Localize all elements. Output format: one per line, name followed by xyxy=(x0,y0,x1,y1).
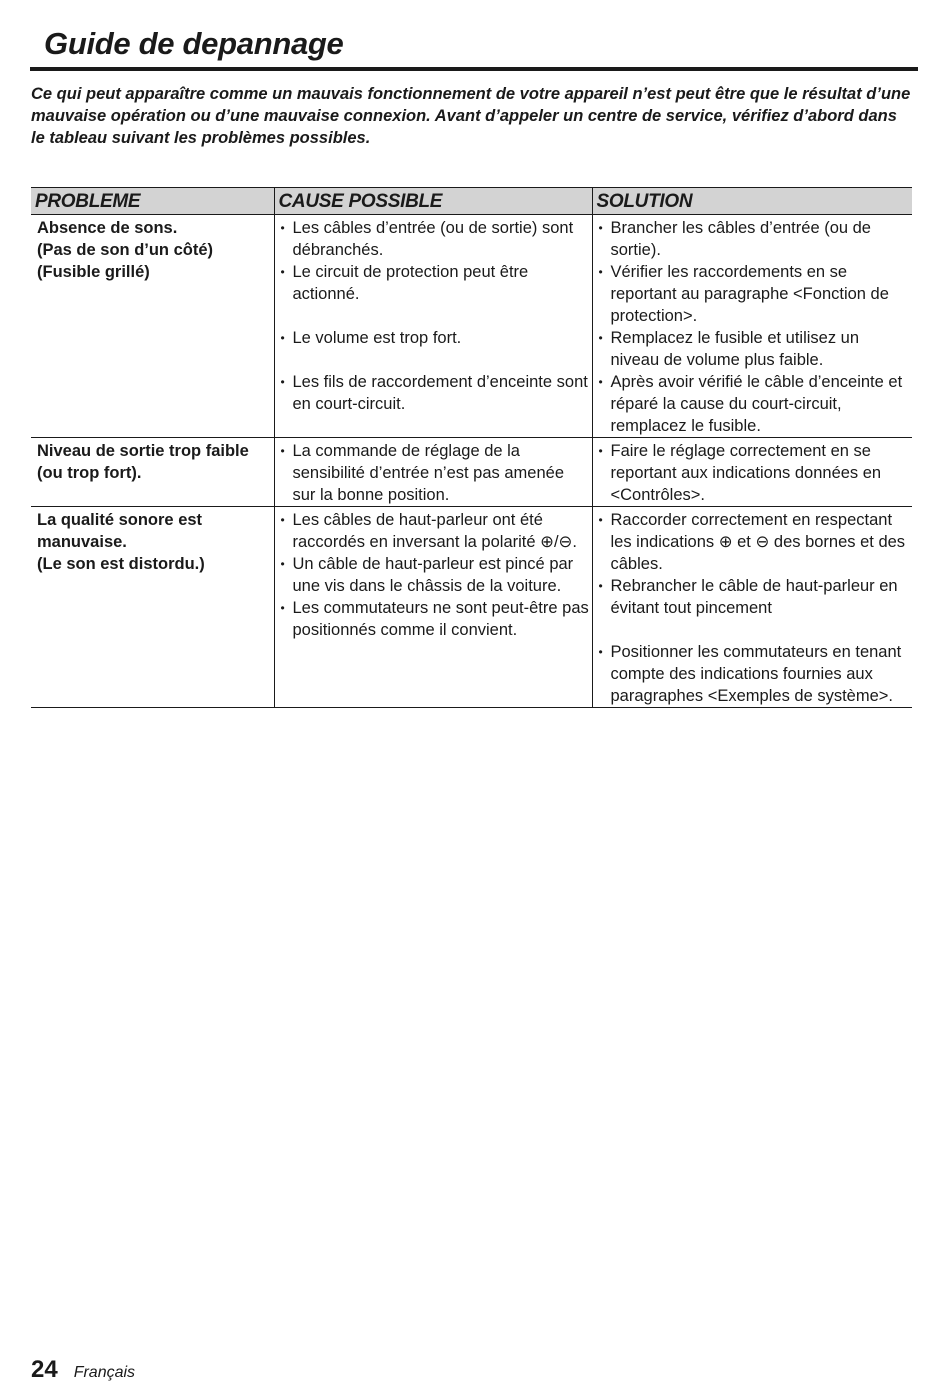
problem-text: (Fusible grillé) xyxy=(37,263,150,281)
page-title: Guide de depannage xyxy=(44,26,344,61)
solution-item: • Positionner les commutateurs en tenant compte des indications fournies aux paragraphes <Exemples de système>. xyxy=(599,641,911,707)
problem-text: (Le son est distordu.) xyxy=(37,555,205,573)
problem-text: (Pas de son d’un côté) xyxy=(37,241,214,259)
header-cause-possible: CAUSE POSSIBLE xyxy=(274,188,592,215)
table-row xyxy=(31,507,912,708)
solution-cell xyxy=(592,438,912,507)
cause-item: • La commande de réglage de la sensibilité d’entrée n’est pas amenée sur la bonne position. xyxy=(281,440,590,506)
solution-item: • Brancher les câbles d’entrée (ou de sortie). xyxy=(599,217,911,261)
cause-cell xyxy=(274,507,592,708)
title-underline xyxy=(30,67,918,71)
table-row xyxy=(31,438,912,507)
cause-item: • Le volume est trop fort. xyxy=(281,327,590,371)
problem-cell xyxy=(31,438,274,507)
problem-text: La qualité sonore est manuvaise. xyxy=(37,511,203,551)
cause-item: • Le circuit de protection peut être actionné. xyxy=(281,261,590,327)
cause-cell xyxy=(274,215,592,438)
language-label: Français xyxy=(73,1364,136,1381)
problem-text: Absence de sons. xyxy=(37,219,178,237)
cause-item: • Les câbles d’entrée (ou de sortie) sont débranchés. xyxy=(281,217,590,261)
solution-item: • Remplacez le fusible et utilisez un niveau de volume plus faible. xyxy=(599,327,911,371)
header-probleme: PROBLEME xyxy=(31,188,274,215)
table-row xyxy=(31,215,912,438)
solution-item: • Rebrancher le câble de haut-parleur en évitant tout pincement xyxy=(599,575,911,641)
header-solution: SOLUTION xyxy=(592,188,912,215)
solution-item: • Après avoir vérifié le câble d’enceinte et réparé la cause du court-circuit, remplacez le fusible. xyxy=(599,371,911,437)
table-header-row xyxy=(31,188,912,215)
cause-cell xyxy=(274,438,592,507)
solution-item: • Faire le réglage correctement en se reportant aux indications données en <Contrôles>. xyxy=(599,440,911,506)
problem-text: Niveau de sortie trop faible (ou trop fort). xyxy=(37,442,249,482)
cause-item: • Les commutateurs ne sont peut-être pas positionnés comme il convient. xyxy=(281,597,590,641)
problem-cell xyxy=(31,507,274,708)
page-number: 24 xyxy=(31,1356,58,1383)
cause-item: • Un câble de haut-parleur est pincé par une vis dans le châssis de la voiture. xyxy=(281,553,590,597)
solution-cell xyxy=(592,507,912,708)
cause-item: • Les câbles de haut-parleur ont été raccordés en inversant la polarité ⊕/⊖. xyxy=(281,509,590,553)
solution-item: • Raccorder correctement en respectant les indications ⊕ et ⊖ des bornes et des câbles. xyxy=(599,509,911,575)
cause-item: • Les fils de raccordement d’enceinte sont en court-circuit. xyxy=(281,371,590,415)
troubleshooting-table xyxy=(31,187,912,708)
intro-paragraph: Ce qui peut apparaître comme un mauvais fonctionnement de votre appareil n’est peut être que le résultat d’une mauvaise opération ou d’une mauvaise connexion. Avant d’appeler un centre de service, vérifiez d’abord dans le tableau suivant les problèmes possibles. xyxy=(31,85,911,147)
problem-cell xyxy=(31,215,274,438)
solution-item: • Vérifier les raccordements en se reportant au paragraphe <Fonction de protection>. xyxy=(599,261,911,327)
solution-cell xyxy=(592,215,912,438)
